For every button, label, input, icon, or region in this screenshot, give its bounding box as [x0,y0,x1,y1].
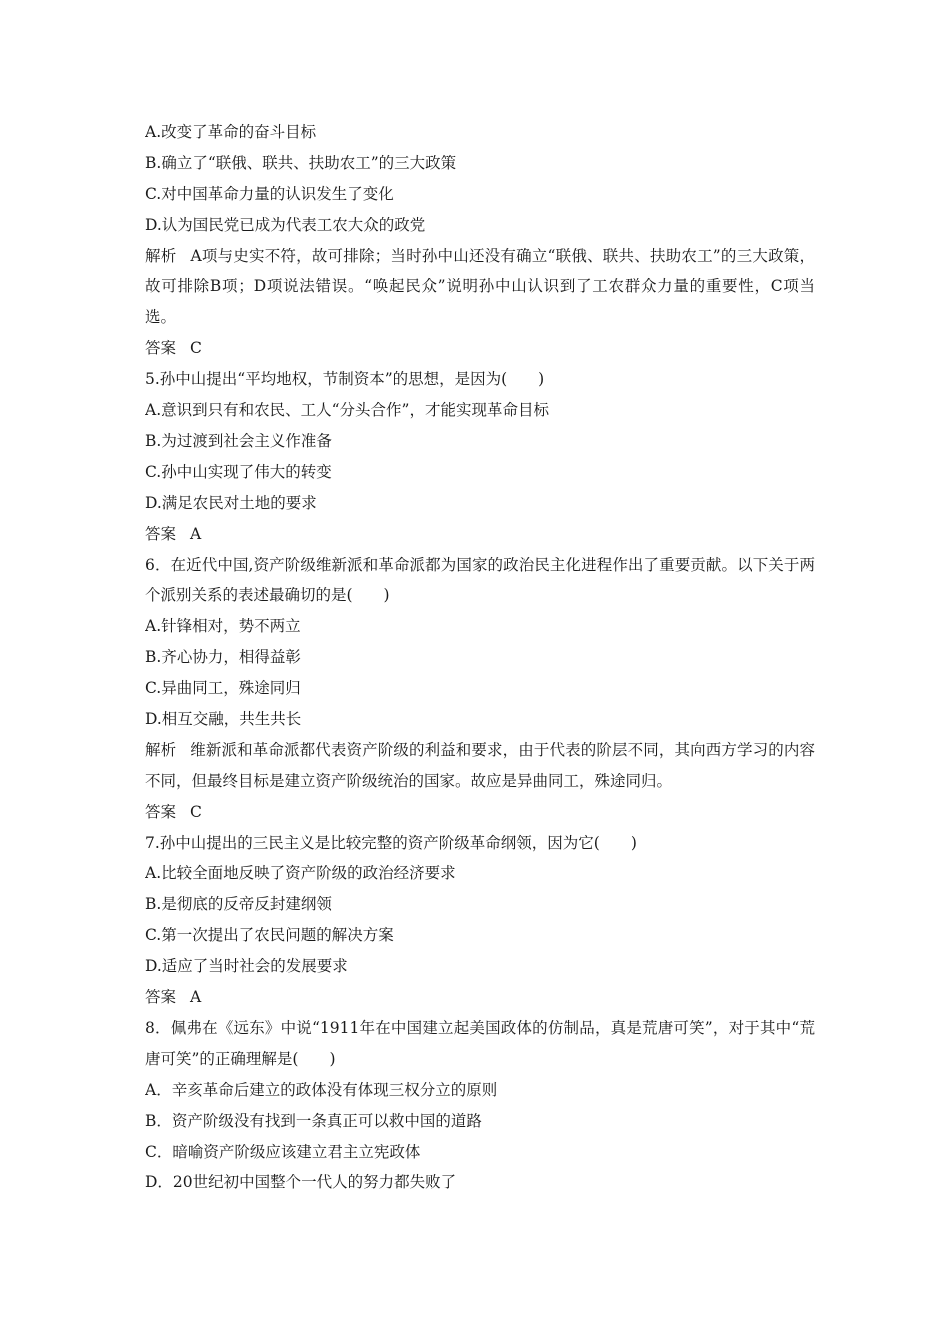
q5-option-b-text: B.为过渡到社会主义作准备 [145,431,332,450]
q7-option-a-text: A.比较全面地反映了资产阶级的政治经济要求 [145,864,456,883]
q7-option-b [145,889,815,920]
q8-option-a [145,1075,815,1106]
q5-option-a [145,395,815,426]
q4-analysis-label: 解析 [145,246,177,265]
q5-option-c [145,457,815,488]
q5-answer-text: A [190,524,202,543]
q4-option-d-text: D.认为国民党已成为代表工农大众的政党 [145,215,426,234]
q5-option-c-text: C.孙中山实现了伟大的转变 [145,462,332,481]
q4-analysis [145,241,815,334]
q6-stem [145,550,815,612]
q7-option-a [145,858,815,889]
q6-option-b [145,642,815,673]
q7-answer [145,982,815,1013]
q7-option-d-text: D.适应了当时社会的发展要求 [145,957,348,976]
q7-stem [145,828,815,859]
q5-answer-label: 答案 [145,524,177,543]
q8-stem [145,1013,815,1075]
q6-option-b-text: B.齐心协力，相得益彰 [145,648,301,667]
q6-option-a-text: A.针锋相对，势不两立 [145,617,301,636]
q8-option-b-text: B．资产阶级没有找到一条真正可以救中国的道路 [145,1111,482,1130]
document-page [145,117,815,1198]
q8-option-a-text: A．辛亥革命后建立的政体没有体现三权分立的原则 [145,1080,498,1099]
q5-option-d [145,488,815,519]
q7-stem-text: 7.孙中山提出的三民主义是比较完整的资产阶级革命纲领，因为它( ) [145,833,637,852]
q4-option-c-text: C.对中国革命力量的认识发生了变化 [145,184,394,203]
q4-answer-text: C [190,339,202,358]
q4-answer [145,333,815,364]
q4-option-b [145,148,815,179]
q6-answer-label: 答案 [145,802,177,821]
q6-option-d-text: D.相互交融，共生共长 [145,710,302,728]
q7-answer-label: 答案 [145,988,177,1007]
q4-option-a-text: A.改变了革命的奋斗目标 [145,123,317,141]
q6-answer [145,797,815,828]
q6-answer-text: C [190,802,202,821]
q8-option-b [145,1106,815,1137]
q4-option-c [145,179,815,210]
q7-option-c [145,920,815,951]
q7-answer-text: A [190,988,202,1007]
q7-option-b-text: B.是彻底的反帝反封建纲领 [145,895,332,914]
q6-analysis [145,735,815,797]
q6-analysis-text: 维新派和革命派都代表资产阶级的利益和要求，由于代表的阶层不同，其向西方学习的内容不同，但最终目标是建立资产阶级统治的国家。故应是异曲同工，殊途同归。 [145,740,815,790]
q5-option-a-text: A.意识到只有和农民、工人“分头合作”，才能实现革命目标 [145,401,549,420]
q6-option-a [145,611,815,642]
q5-answer [145,519,815,550]
q8-option-c [145,1137,815,1168]
q7-option-d [145,951,815,982]
q8-option-d [145,1167,815,1198]
q5-stem-text: 5.孙中山提出“平均地权，节制资本”的思想，是因为( ) [145,370,545,389]
q6-option-d [145,704,815,735]
q6-option-c [145,673,815,704]
q4-analysis-text: A项与史实不符，故可排除；当时孙中山还没有确立“联俄、联共、扶助农工”的三大政策，故可排除B项；D项说法错误。“唤起民众”说明孙中山认识到了工农群众力量的重要性，C项当选。 [145,246,815,327]
q4-option-a [145,117,815,148]
q5-option-b [145,426,815,457]
q4-answer-label: 答案 [145,339,177,358]
q6-option-c-text: C.异曲同工，殊途同归 [145,679,301,698]
q6-stem-text: 6．在近代中国,资产阶级维新派和革命派都为国家的政治民主化进程作出了重要贡献。以下关于两个派别关系的表述最确切的是( ) [145,555,815,605]
q7-option-c-text: C.第一次提出了农民问题的解决方案 [145,926,394,945]
q6-analysis-label: 解析 [145,740,177,759]
q5-stem [145,364,815,395]
q4-option-b-text: B.确立了“联俄、联共、扶助农工”的三大政策 [145,153,457,172]
q8-stem-text: 8．佩弗在《远东》中说“1911年在中国建立起美国政体的仿制品，真是荒唐可笑”，对于其中“荒唐可笑”的正确理解是( ) [145,1018,815,1068]
q4-option-d [145,210,815,241]
q8-option-c-text: C．暗喻资产阶级应该建立君主立宪政体 [145,1142,421,1161]
q8-option-d-text: D．20世纪初中国整个一代人的努力都失败了 [145,1173,457,1192]
q5-option-d-text: D.满足农民对土地的要求 [145,493,317,512]
